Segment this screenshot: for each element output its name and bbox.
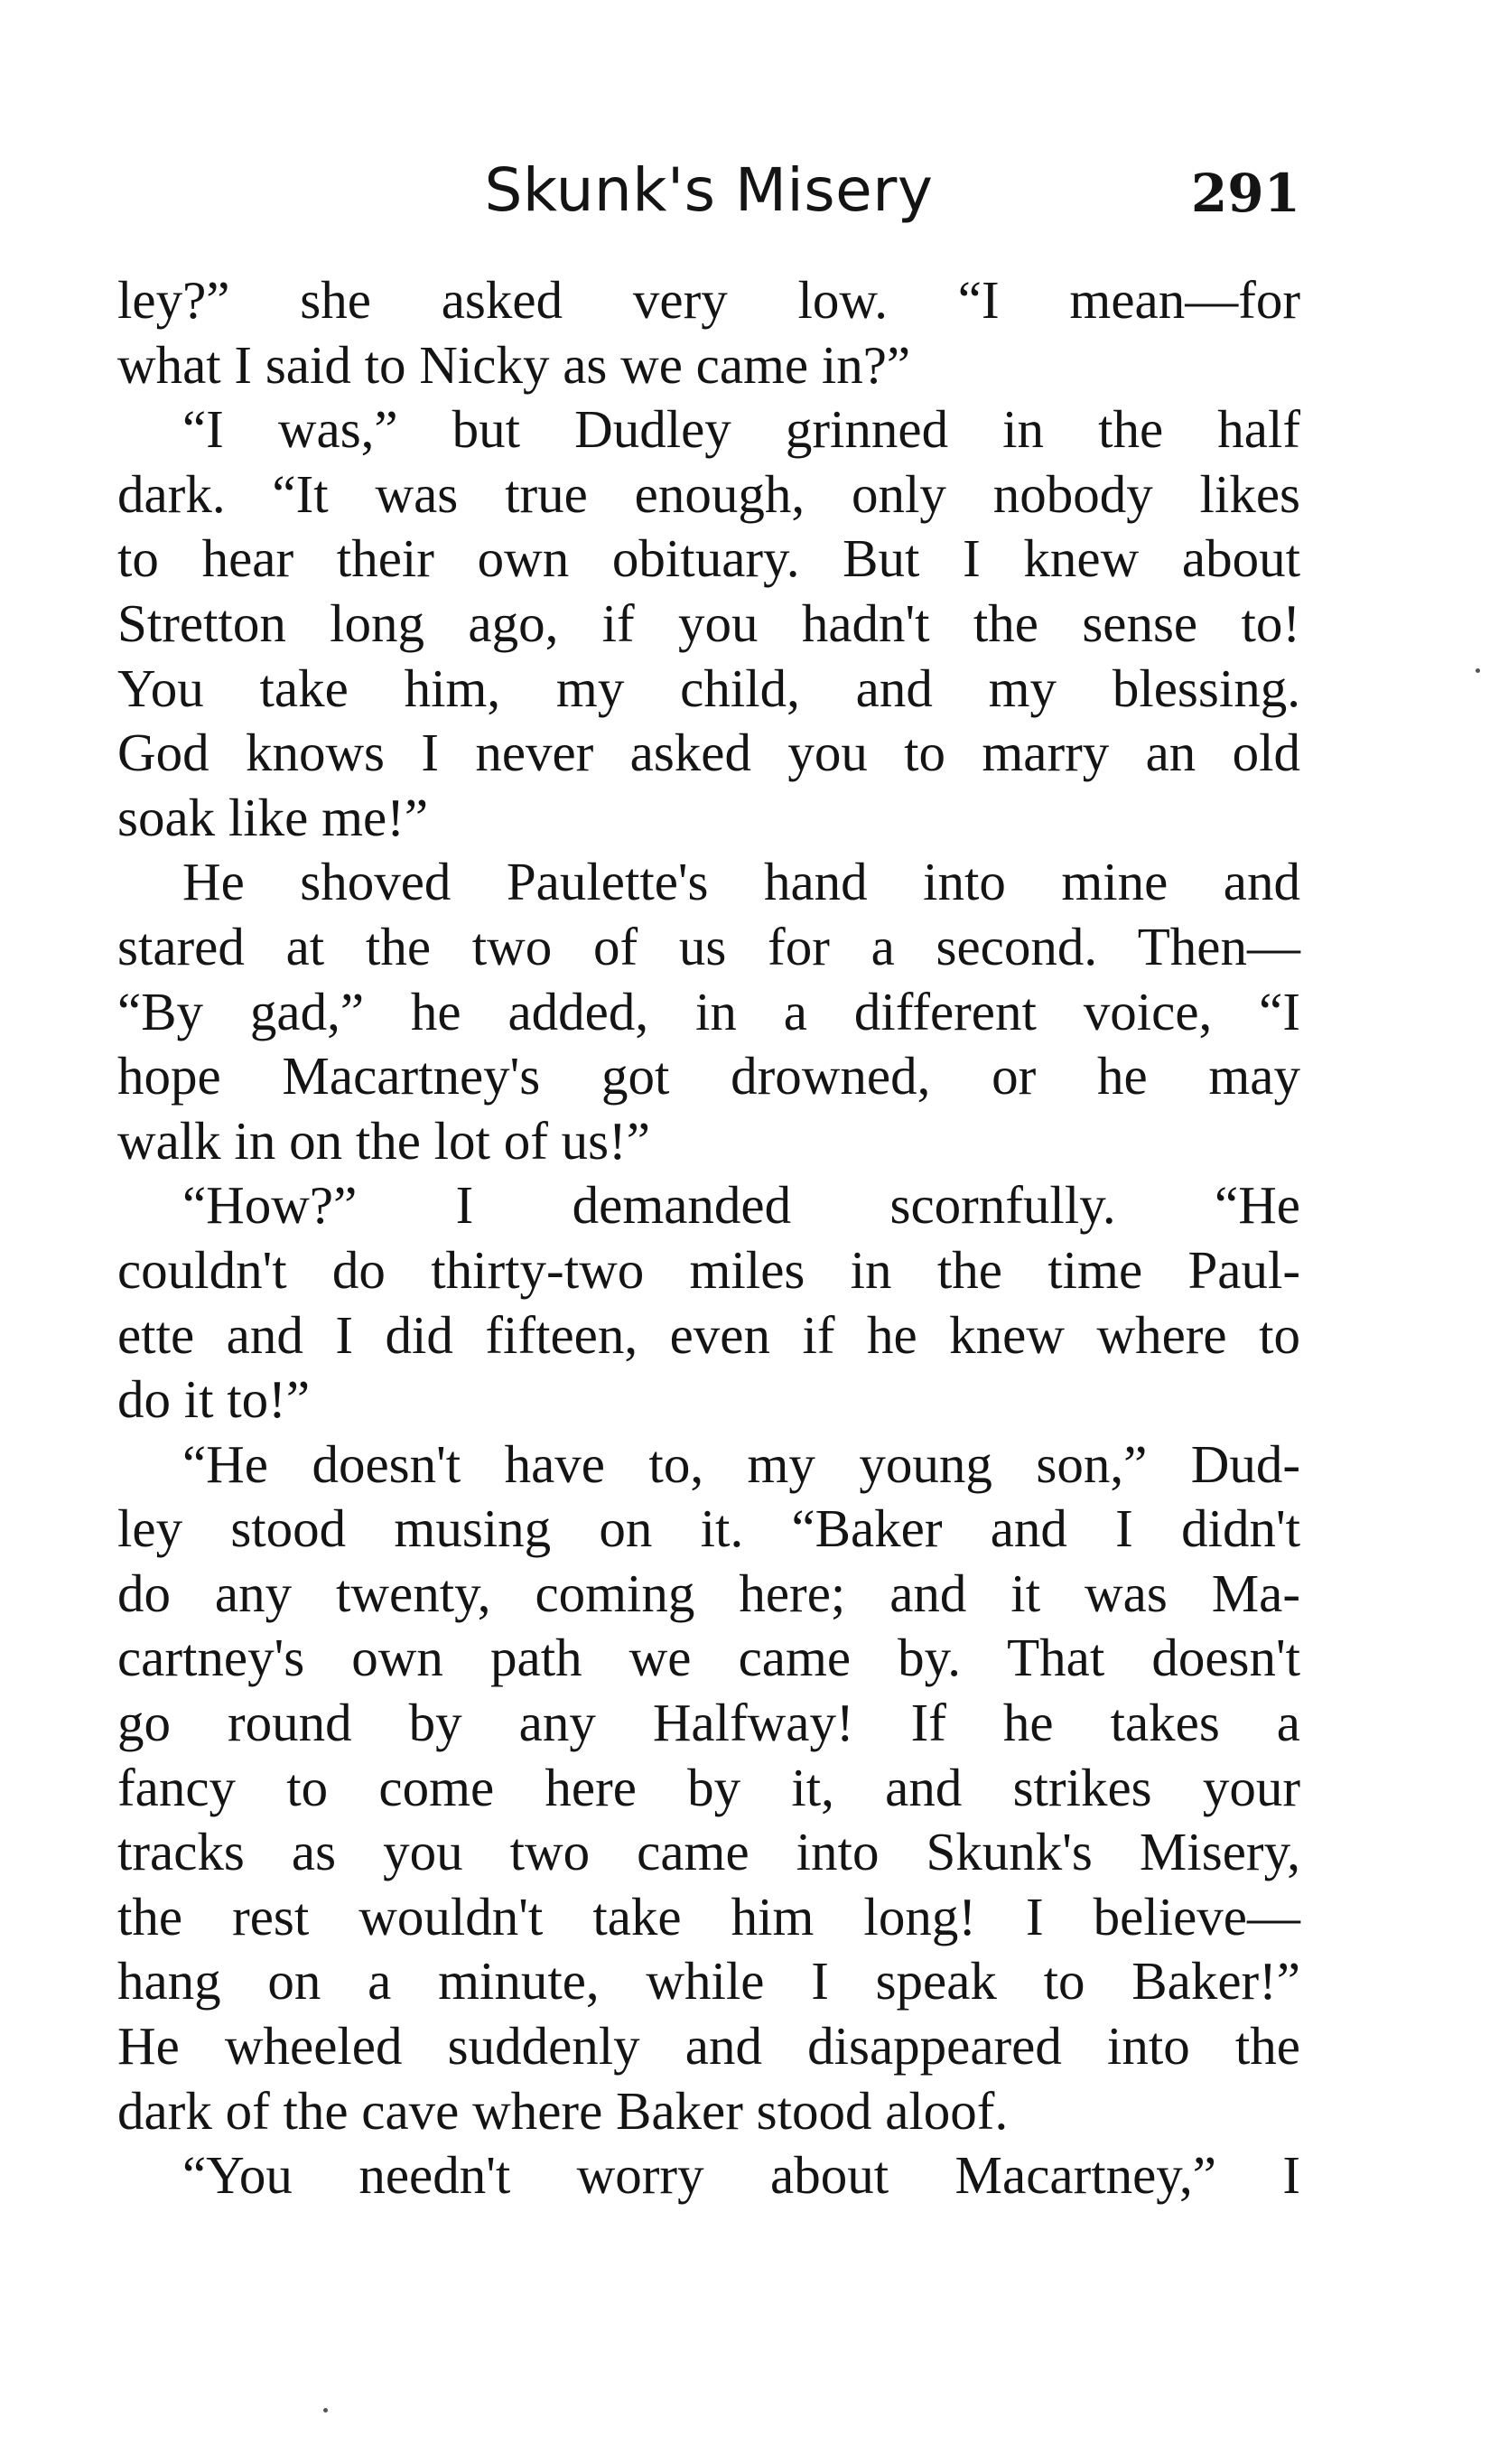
text-line: couldn't do thirty-two miles in the time Paul- <box>117 1239 1300 1300</box>
text-line: do it to!” <box>117 1369 311 1430</box>
text-line: dark of the cave where Baker stood aloof. <box>117 2080 1009 2141</box>
text-line: ette and I did fifteen, even if he knew where to <box>117 1304 1300 1365</box>
text-line: “I was,” but Dudley grinned in the half <box>182 399 1300 460</box>
text-line: dark. “It was true enough, only nobody likes <box>117 463 1300 524</box>
text-line: stared at the two of us for a second. Then— <box>117 916 1300 976</box>
text-line: ley?” she asked very low. “I mean—for <box>117 270 1300 330</box>
text-line: do any twenty, coming here; and it was Ma- <box>117 1563 1300 1623</box>
text-line: “By gad,” he added, in a different voice, “I <box>117 981 1300 1041</box>
text-line: “He doesn't have to, my young son,” Dud- <box>182 1433 1300 1494</box>
text-line: what I said to Nicky as we came in?” <box>117 334 911 395</box>
text-line: You take him, my child, and my blessing. <box>117 658 1300 718</box>
page-title: Skunk's Misery <box>484 155 934 225</box>
text-line: ley stood musing on it. “Baker and I didn't <box>117 1498 1300 1559</box>
text-line: “You needn't worry about Macartney,” I <box>182 2145 1300 2206</box>
text-line: to hear their own obituary. But I knew about <box>117 528 1300 589</box>
text-line: hope Macartney's got drowned, or he may <box>117 1046 1300 1106</box>
text-line: God knows I never asked you to marry an old <box>117 723 1300 783</box>
body-text <box>117 268 1300 2208</box>
text-line: soak like me!” <box>117 787 429 847</box>
text-line: cartney's own path we came by. That doesn't <box>117 1628 1300 1688</box>
text-line: walk in on the lot of us!” <box>117 1110 650 1171</box>
text-line: the rest wouldn't take him long! I believe— <box>117 1886 1300 1946</box>
text-line: “How?” I demanded scornfully. “He <box>182 1175 1300 1236</box>
paper-speck <box>323 2408 328 2413</box>
text-line: fancy to come here by it, and strikes your <box>117 1757 1300 1817</box>
text-line: Stretton long ago, if you hadn't the sense to! <box>117 593 1300 653</box>
text-line: go round by any Halfway! If he takes a <box>117 1693 1300 1753</box>
text-line: He shoved Paulette's hand into mine and <box>182 852 1300 912</box>
text-line: hang on a minute, while I speak to Baker!” <box>117 1951 1300 2011</box>
text-line: He wheeled suddenly and disappeared into the <box>117 2016 1300 2077</box>
running-head <box>117 155 1300 237</box>
paper-speck <box>1476 668 1480 673</box>
text-line: tracks as you two came into Skunk's Misery, <box>117 1822 1300 1882</box>
page-number: 291 <box>1190 163 1300 224</box>
